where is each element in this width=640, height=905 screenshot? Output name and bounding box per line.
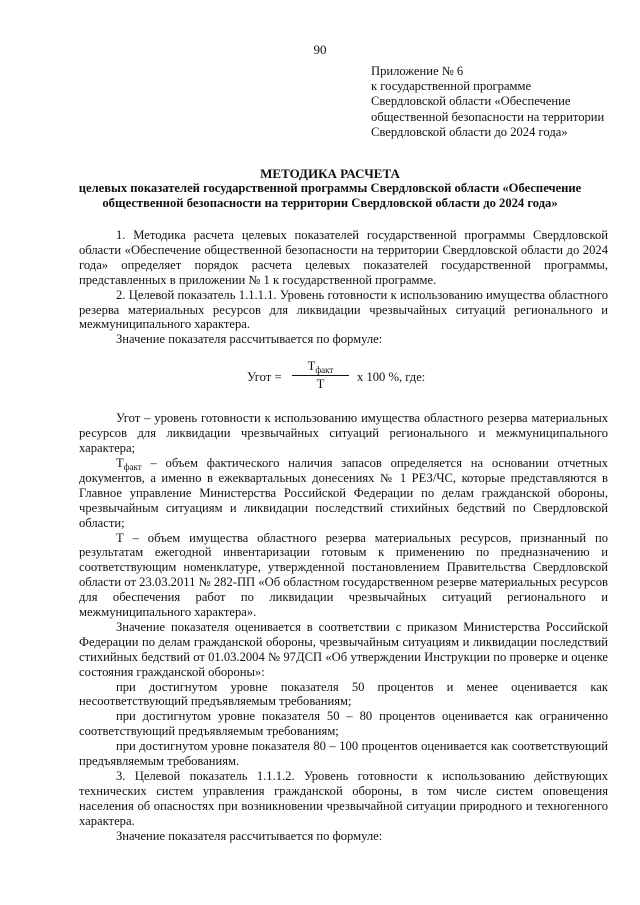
paragraph-8: 3. Целевой показатель 1.1.1.2. Уровень готовности к использованию действующих технических систем управления гражданской обороны, в том числе систем оповещения населения об опасностях при возникновении чрезвычайной ситуации природного и техногенного характера. (79, 769, 608, 828)
formula-denominator: Т (316, 377, 325, 392)
appendix-header (371, 64, 631, 140)
definition-text: – объем фактического наличия запасов определяется на основании отчетных документов, а именно в ежеквартальных донесениях № 1 РЕЗ/ЧС, которые представляются в Главное управление Министерства Российской Федерации по делам гражданской обороны, чрезвычайным ситуациям и ликвидации последствий стихийных бедствий по Свердловской области; (79, 455, 608, 530)
definition-text: – объем имущества областного резерва материальных ресурсов, признанный по результатам ежегодной инвентаризации готовым к применению по предназначению и соответствующим номенклатуре, утвержденной постановлением Правительства Свердловской области от 23.03.2011 № 282-ПП «Об областном государственном резерве материальных ресурсов для обеспечения работ по ликвидации чрезвычайных ситуаций регионального и межмуниципального характера». (79, 530, 608, 620)
paragraph-2: 2. Целевой показатель 1.1.1.1. Уровень готовности к использованию имущества областного резерва материальных ресурсов для ликвидации чрезвычайных ситуаций регионального и межмуниципального характера. (79, 287, 608, 332)
appendix-line: Приложение № 6 (371, 64, 464, 78)
formula-fraction (292, 359, 349, 392)
paragraph-4: Значение показателя оценивается в соответствии с приказом Министерства Российской Федерации по делам гражданской обороны, чрезвычайным ситуациям и ликвидации последствий стихийных бедствий от 01.03.2004 № 97ДСП «Об утверждении Инструкции по проверке и оценке состояния гражданской обороны»: (79, 619, 608, 679)
paragraph-5: при достигнутом уровне показателя 50 процентов и менее оценивается как несоответствующий предъявляемым требованиям; (79, 679, 608, 709)
formula-lhs: Угот = (247, 370, 282, 385)
appendix-line: Свердловской области «Обеспечение (371, 94, 571, 109)
term-tfakt: Т (116, 455, 124, 470)
paragraph-6: при достигнутом уровне показателя 50 – 80 процентов оценивается как ограниченно соответствующий предъявляемым требованиям; (79, 709, 608, 739)
document-body (79, 228, 608, 844)
numerator-subscript: факт (315, 365, 334, 376)
appendix-line: Свердловской области до 2024 года» (371, 124, 568, 139)
appendix-line: общественной безопасности на территории (371, 109, 605, 124)
title-subtitle-line2: общественной безопасности на территории Свердловской области до 2024 года» (102, 196, 558, 210)
term-tfakt-subscript: факт (123, 461, 142, 472)
definition-text: – уровень готовности к использованию имущества областного резерва материальных ресурсов для ликвидации чрезвычайных ситуаций регионального и межмуниципального характера; (79, 411, 608, 456)
definition-ugot (79, 411, 608, 456)
page-number: 90 (313, 42, 327, 57)
paragraph-3: Значение показателя рассчитывается по формуле: (116, 332, 383, 347)
document-title (60, 166, 600, 211)
term-t: Т (116, 530, 124, 545)
definition-t (79, 531, 608, 620)
title-subtitle-line1: целевых показателей государственной программы Свердловской области «Обеспечение (78, 181, 582, 195)
numerator-base: Т (307, 359, 316, 374)
title-heading: МЕТОДИКА РАСЧЕТА (260, 166, 400, 181)
term-ugot: Угот (116, 411, 141, 426)
paragraph-9: Значение показателя рассчитывается по формуле: (116, 828, 383, 843)
paragraph-1: 1. Методика расчета целевых показателей государственной программы Свердловской области «Обеспечение общественной безопасности на территории Свердловской области до 2024 года» определяет порядок расчета целевых показателей государственной программы, представленных в приложении № 1 к государственной программе. (79, 228, 608, 287)
formula-rhs: х 100 %, где: (357, 370, 426, 385)
paragraph-7: при достигнутом уровне показателя 80 – 100 процентов оценивается как соответствующий предъявляемым требованиям. (79, 739, 608, 769)
formula-numerator (292, 359, 349, 376)
appendix-line: к государственной программе (371, 79, 532, 94)
definition-tfakt (79, 456, 608, 531)
formula-ugot (79, 351, 608, 411)
